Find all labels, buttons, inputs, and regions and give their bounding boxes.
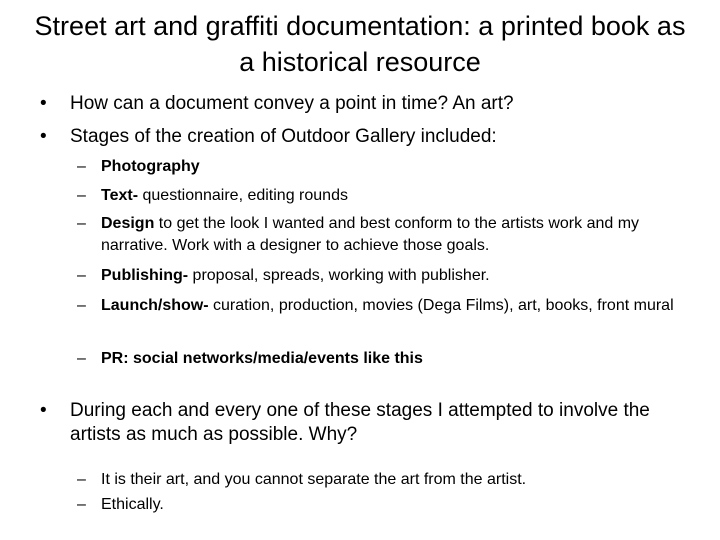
stage-name: Text- [101, 187, 139, 204]
stage-detail: questionnaire, editing rounds [138, 187, 348, 204]
sub-bullet-text [101, 265, 677, 287]
stage-name: PR: social networks/media/events like this [101, 350, 423, 367]
sub-bullet-marker: – [77, 215, 86, 232]
sub-bullet-marker: – [77, 471, 86, 488]
stage-detail: to get the look I wanted and best conform to the artists work and my narrative. Work with a designer to achieve those goals. [101, 215, 640, 254]
stage-detail: curation, production, movies (Dega Films), art, books, front mural [208, 297, 674, 314]
bullet-item [40, 399, 700, 447]
sub-bullet-text [101, 295, 677, 317]
stage-name: Publishing- [101, 267, 189, 284]
stage-name: Launch/show- [101, 297, 209, 314]
sub-bullet-item [77, 295, 677, 317]
stage-detail: proposal, spreads, working with publisher. [188, 267, 490, 284]
sub-bullet-text: It is their art, and you cannot separate the art from the artist. [101, 471, 527, 488]
bullet-marker: • [40, 126, 47, 147]
sub-bullet-text: Ethically. [101, 496, 164, 513]
sub-bullet-item [77, 213, 677, 257]
sub-bullet-text [101, 156, 677, 178]
bullet-item [40, 92, 700, 116]
bullet-item [40, 125, 700, 149]
sub-bullet-text [101, 348, 677, 370]
bullet-text: During each and every one of these stages I attempted to involve the artists as much as possible. Why? [70, 400, 650, 445]
sub-bullet-marker: – [77, 297, 86, 314]
sub-bullet-item [77, 265, 677, 287]
sub-bullet-marker: – [77, 350, 86, 367]
sub-bullet-item [77, 185, 677, 207]
stage-name: Photography [101, 158, 200, 175]
sub-bullet-marker: – [77, 187, 86, 204]
bullet-marker: • [40, 400, 47, 421]
sub-bullet-item [77, 348, 677, 370]
bullet-text: How can a document convey a point in time? An art? [70, 93, 514, 114]
sub-bullet-text [101, 185, 677, 207]
sub-bullet-item [77, 469, 677, 491]
bullet-text: Stages of the creation of Outdoor Gallery included: [70, 126, 497, 147]
bullet-marker: • [40, 93, 47, 114]
stage-name: Design [101, 215, 155, 232]
sub-bullet-marker: – [77, 267, 86, 284]
sub-bullet-marker: – [77, 158, 86, 175]
sub-bullet-text [101, 213, 677, 257]
slide-title: Street art and graffiti documentation: a printed book as a historical resource [34, 11, 686, 77]
sub-bullet-marker: – [77, 496, 86, 513]
sub-bullet-item [77, 494, 677, 516]
sub-bullet-item [77, 156, 677, 178]
